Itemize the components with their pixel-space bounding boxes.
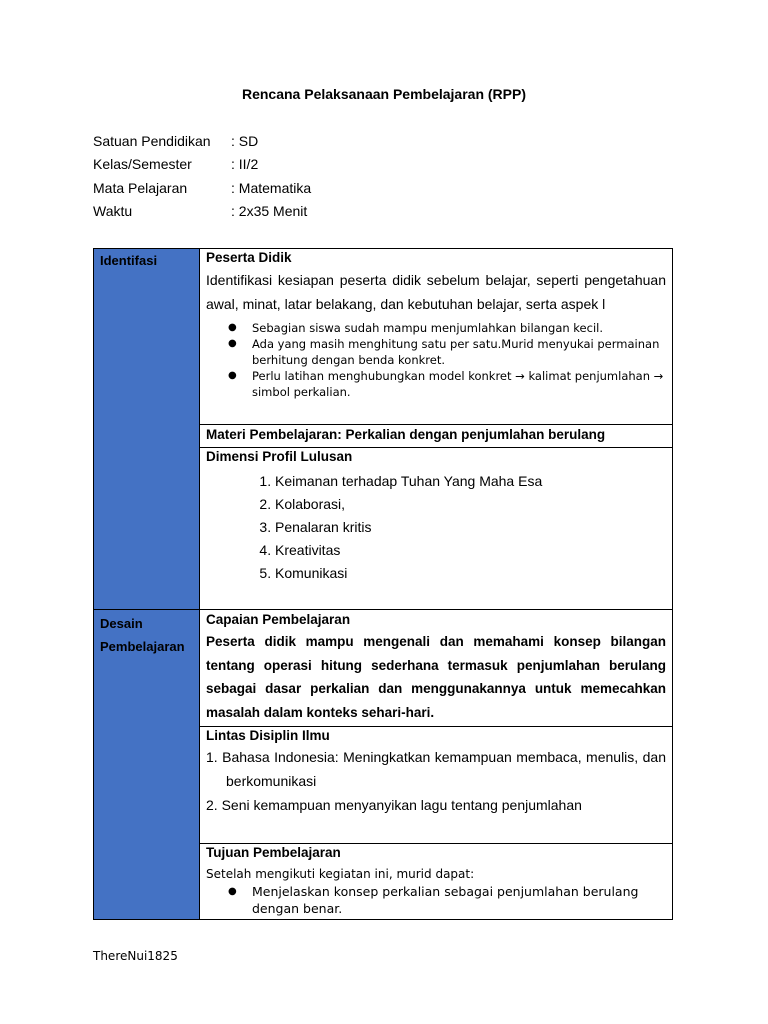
list-item: 2. Kolaborasi, bbox=[275, 493, 666, 516]
rpp-table bbox=[93, 248, 673, 920]
tujuan-heading: Tujuan Pembelajaran bbox=[206, 845, 341, 860]
meta-row bbox=[93, 202, 311, 225]
list-item: 3. Penalaran kritis bbox=[275, 516, 666, 539]
lintas-item: 2. Seni kemampuan menyanyikan lagu tentang penjumlahan bbox=[206, 797, 582, 813]
peserta-didik-cell bbox=[200, 249, 673, 425]
meta-label: Waktu bbox=[93, 202, 133, 219]
document-title: Rencana Pelaksanaan Pembelajaran (RPP) bbox=[241, 86, 527, 102]
dimensi-heading: Dimensi Profil Lulusan bbox=[206, 449, 353, 464]
side-label-line: Desain bbox=[100, 616, 143, 631]
list-item: 1. Keimanan terhadap Tuhan Yang Maha Esa bbox=[275, 470, 666, 493]
peserta-didik-intro: Identifikasi kesiapan peserta didik sebelum belajar, seperti pengetahuan awal, minat, latar belakang, dan kebutuhan belajar, serta aspek l bbox=[206, 272, 666, 312]
meta-row bbox=[93, 132, 311, 155]
lintas-item: 1. Bahasa Indonesia: Meningkatkan kemampuan membaca, menulis, dan berkomunikasi bbox=[206, 749, 666, 789]
side-label-desain bbox=[94, 610, 199, 660]
meta-label: Satuan Pendidikan bbox=[93, 133, 211, 149]
dimensi-list bbox=[206, 470, 666, 585]
side-cell-identifikasi bbox=[94, 249, 200, 610]
side-label-line: Pembelajaran bbox=[100, 639, 185, 654]
peserta-didik-list bbox=[206, 320, 666, 400]
list-item: ● Sebagian siswa sudah mampu menjumlahkan bilangan kecil. bbox=[252, 320, 666, 336]
tujuan-cell bbox=[200, 844, 673, 920]
side-cell-desain bbox=[94, 610, 200, 920]
meta-value: : 2x35 Menit bbox=[231, 202, 308, 219]
meta-info bbox=[93, 132, 311, 225]
list-item: 4. Kreativitas bbox=[275, 539, 666, 562]
footer-author: ThereNui1825 bbox=[93, 949, 178, 963]
meta-value: : II/2 bbox=[231, 156, 259, 173]
tujuan-list bbox=[206, 883, 666, 917]
side-label-identifikasi: Identifasi bbox=[100, 253, 158, 268]
list-item: ● Perlu latihan menghubungkan model konkret → kalimat penjumlahan → simbol perkalian. bbox=[252, 368, 666, 400]
meta-value: : Matematika bbox=[231, 179, 312, 196]
lintas-heading: Lintas Disiplin Ilmu bbox=[206, 728, 330, 743]
tujuan-intro: Setelah mengikuti kegiatan ini, murid dapat: bbox=[206, 867, 475, 881]
table-row bbox=[94, 610, 673, 727]
meta-row bbox=[93, 179, 311, 202]
peserta-didik-heading: Peserta Didik bbox=[206, 250, 292, 265]
meta-value: : SD bbox=[231, 133, 259, 149]
capaian-cell bbox=[200, 610, 673, 727]
capaian-heading: Capaian Pembelajaran bbox=[206, 612, 351, 627]
dimensi-cell bbox=[200, 448, 673, 610]
list-item: 5. Komunikasi bbox=[275, 562, 666, 585]
table-row bbox=[94, 249, 673, 425]
capaian-text: Peserta didik mampu mengenali dan memahami konsep bilangan tentang operasi hitung sederhana termasuk penjumlahan berulang sebagai dasar perkalian dan menggunakannya untuk memecahkan masalah dalam konteks sehari-hari. bbox=[206, 634, 666, 720]
meta-label: Mata Pelajaran bbox=[93, 179, 188, 196]
meta-label: Kelas/Semester bbox=[93, 156, 192, 173]
meta-row bbox=[93, 155, 311, 178]
list-item: ● Menjelaskan konsep perkalian sebagai penjumlahan berulang dengan benar. bbox=[252, 883, 666, 917]
list-item: ● Ada yang masih menghitung satu per satu.Murid menyukai permainan berhitung dengan benda konkret. bbox=[252, 336, 666, 368]
materi-heading: Materi Pembelajaran: Perkalian dengan penjumlahan berulang bbox=[206, 427, 606, 442]
lintas-cell bbox=[200, 727, 673, 844]
materi-cell bbox=[200, 425, 673, 448]
